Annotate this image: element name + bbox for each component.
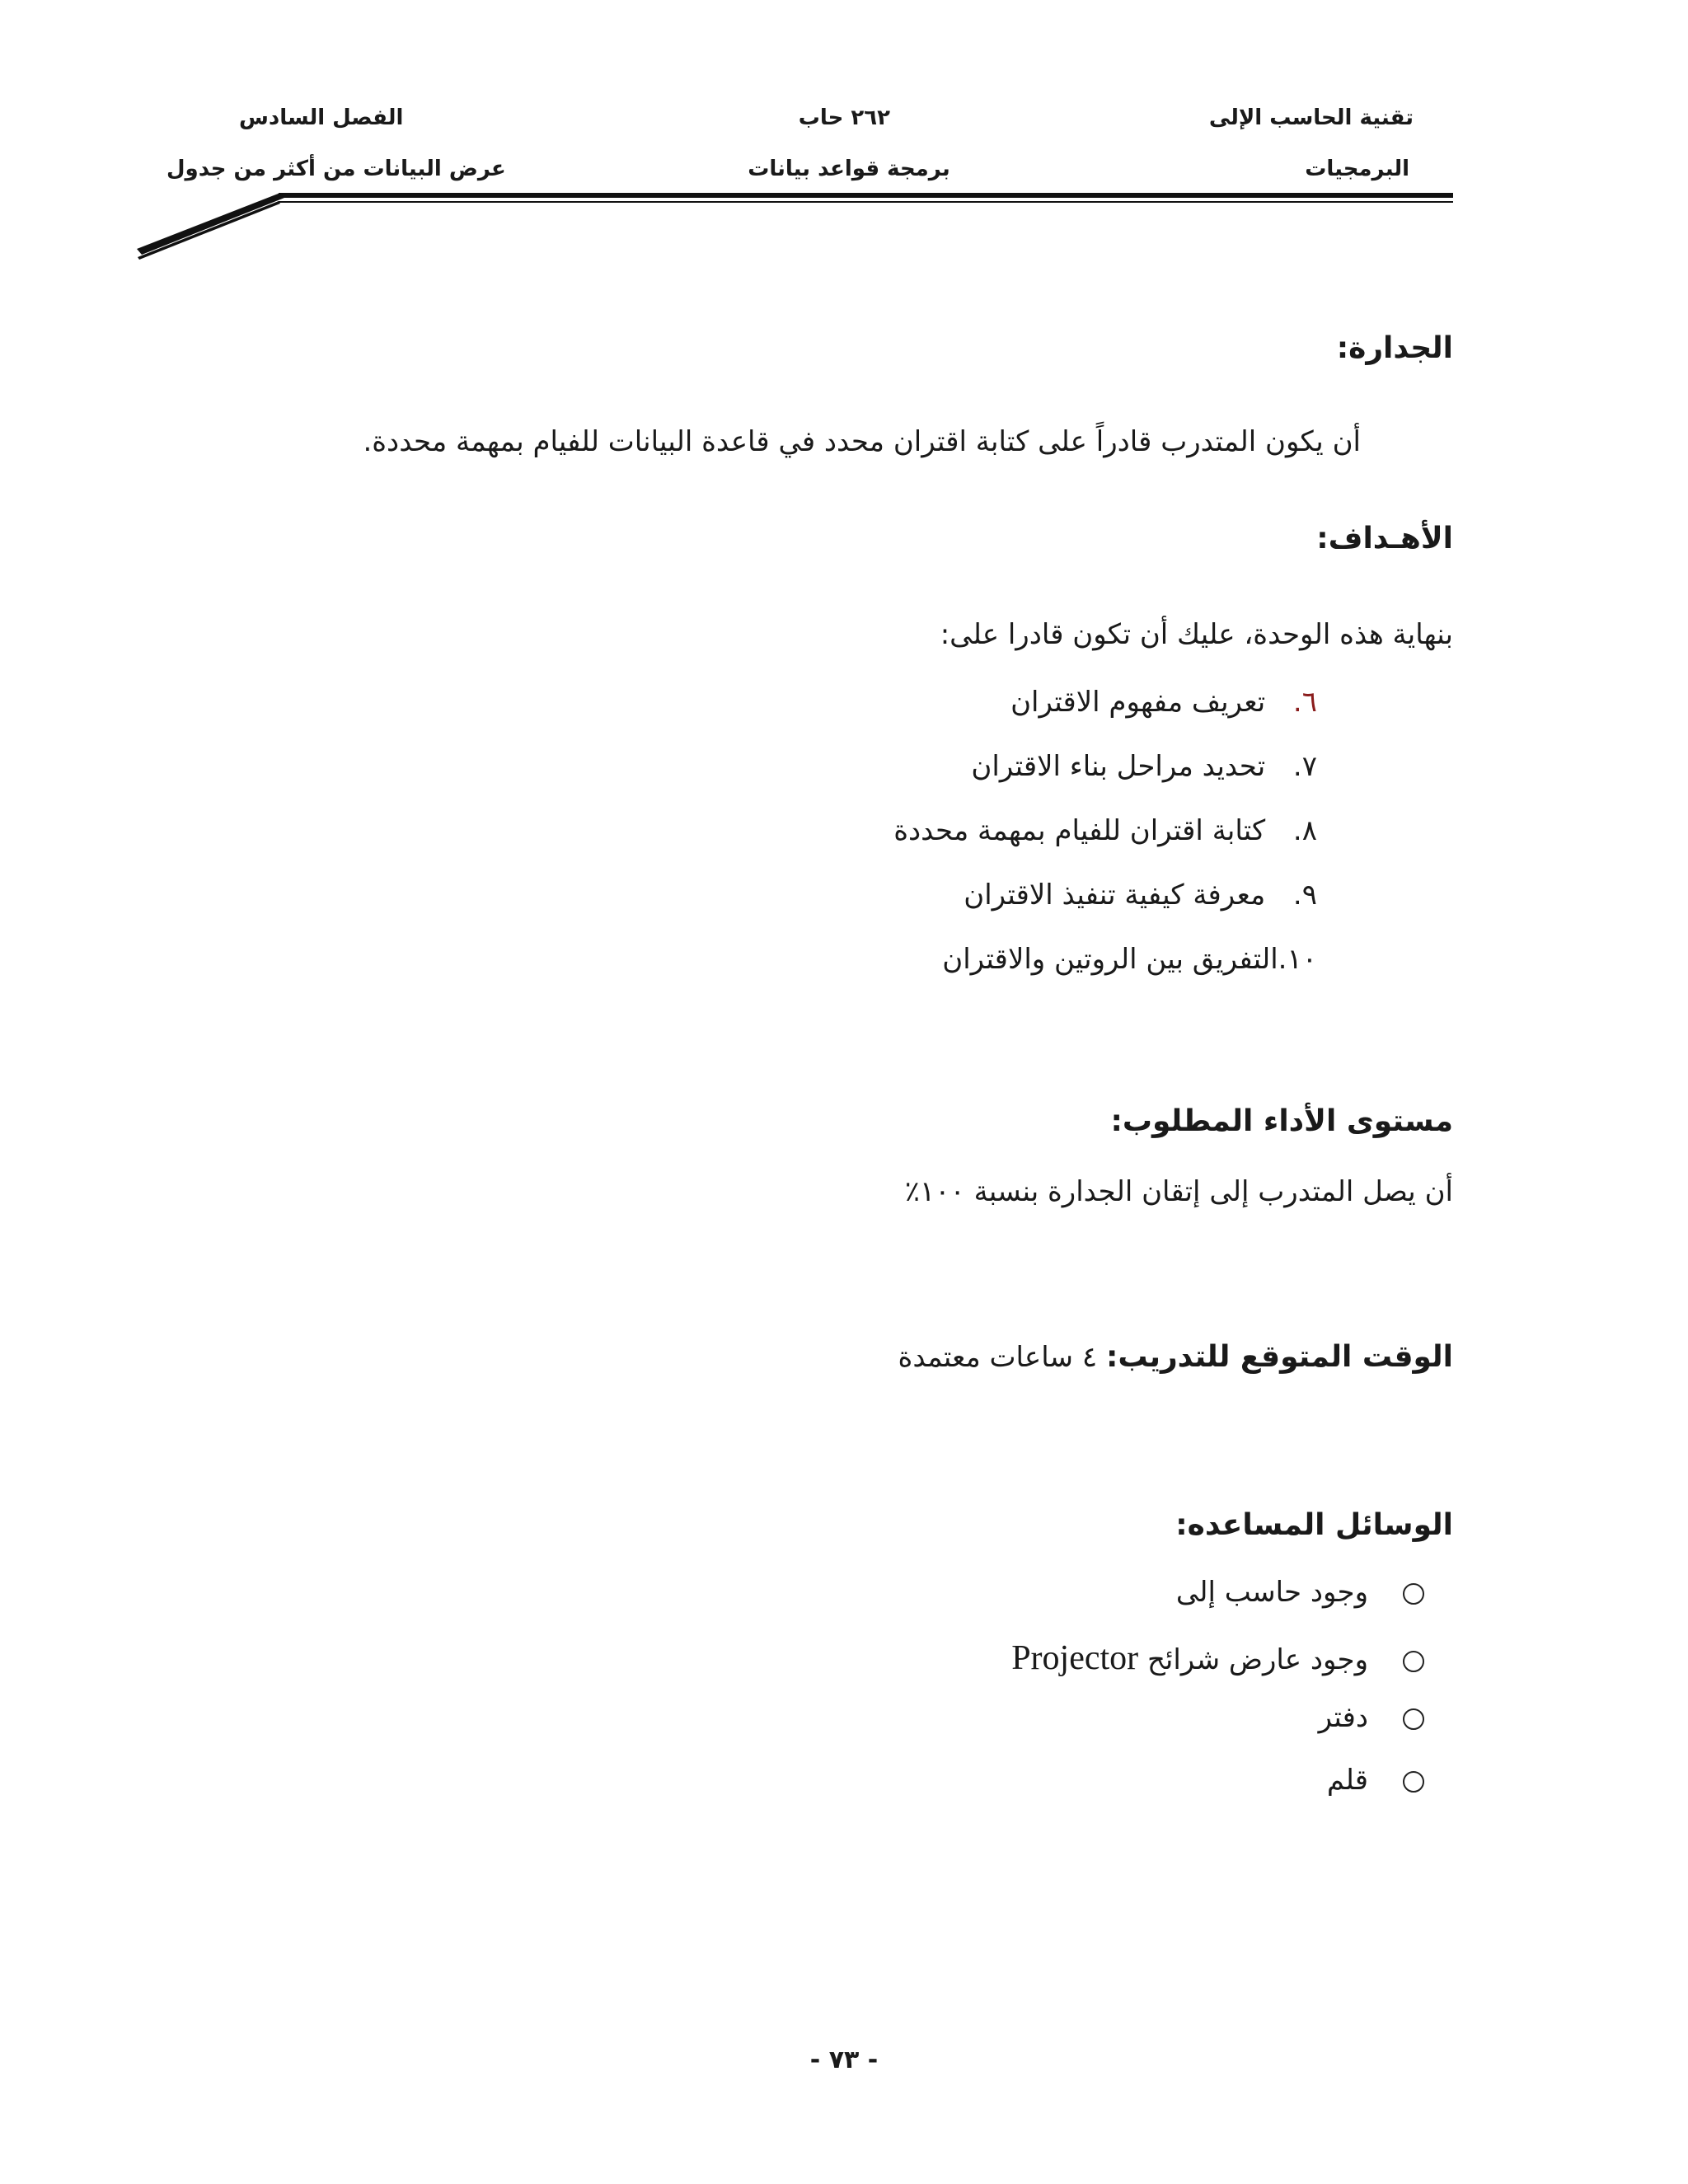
objective-number: ٦.	[1292, 686, 1317, 719]
header-course-code: ٢٦٢ حاب	[798, 105, 890, 130]
objective-text: التفريق بين الروتين والاقتران	[942, 943, 1278, 976]
aid-text: دفتر	[1318, 1701, 1368, 1734]
objective-number: ٧.	[1292, 750, 1317, 783]
aid-item	[1011, 1638, 1424, 1678]
performance-text: أن يصل المتدرب إلى إتقان الجدارة بنسبة ١٠٠٪	[904, 1175, 1453, 1208]
objective-item	[964, 879, 1317, 912]
circle-bullet-icon	[1403, 1583, 1424, 1605]
aid-item	[1327, 1764, 1424, 1797]
aid-latin-text: Projector	[1011, 1639, 1139, 1677]
header-course-title: برمجة قواعد بيانات	[748, 157, 950, 181]
header-chapter-title: عرض البيانات من أكثر من جدول	[166, 157, 506, 181]
objective-number: ٩.	[1292, 879, 1317, 912]
objective-item	[1010, 686, 1317, 719]
circle-bullet-icon	[1403, 1651, 1424, 1672]
header-swoosh-line	[0, 0, 1688, 280]
training-time-value: ٤ ساعات معتمدة	[898, 1341, 1098, 1374]
aid-text: قلم	[1326, 1764, 1368, 1797]
page-number: - ٧٣ -	[809, 2046, 879, 2074]
performance-heading: مستوى الأداء المطلوب:	[1110, 1104, 1453, 1138]
training-time	[898, 1340, 1453, 1374]
aid-text: وجود حاسب إلى	[1175, 1576, 1368, 1609]
objective-number: ١٠.	[1278, 943, 1317, 976]
objective-item	[893, 814, 1317, 847]
aid-item	[1319, 1701, 1424, 1734]
competency-text: أن يكون المتدرب قادراً على كتابة اقتران محدد في قاعدة البيانات للفيام بمهمة محددة.	[363, 425, 1361, 458]
objective-text: تحديد مراحل بناء الاقتران	[971, 750, 1266, 783]
header-department: تقنية الحاسب الإلى	[1208, 105, 1414, 130]
objective-item	[942, 943, 1317, 976]
training-time-label: الوقت المتوقع للتدريب:	[1105, 1340, 1453, 1374]
objective-text: كتابة اقتران للفيام بمهمة محددة	[893, 814, 1266, 847]
aid-item	[1176, 1576, 1424, 1609]
objectives-heading: الأهـداف:	[1316, 522, 1453, 555]
objective-text: معرفة كيفية تنفيذ الاقتران	[964, 879, 1266, 912]
circle-bullet-icon	[1403, 1771, 1424, 1793]
objectives-intro: بنهاية هذه الوحدة، عليك أن تكون قادرا على:	[940, 618, 1453, 651]
objective-text: تعريف مفهوم الاقتران	[1010, 686, 1266, 719]
header-specialization: البرمجيات	[1305, 157, 1409, 181]
header-chapter: الفصل السادس	[239, 105, 404, 130]
competency-heading: الجدارة:	[1336, 331, 1453, 365]
objective-item	[971, 750, 1317, 783]
aid-text: وجود عارض شرائح	[1146, 1643, 1368, 1676]
aids-heading: الوسائل المساعده:	[1175, 1508, 1453, 1542]
objective-number: ٨.	[1292, 814, 1317, 847]
circle-bullet-icon	[1403, 1708, 1424, 1730]
